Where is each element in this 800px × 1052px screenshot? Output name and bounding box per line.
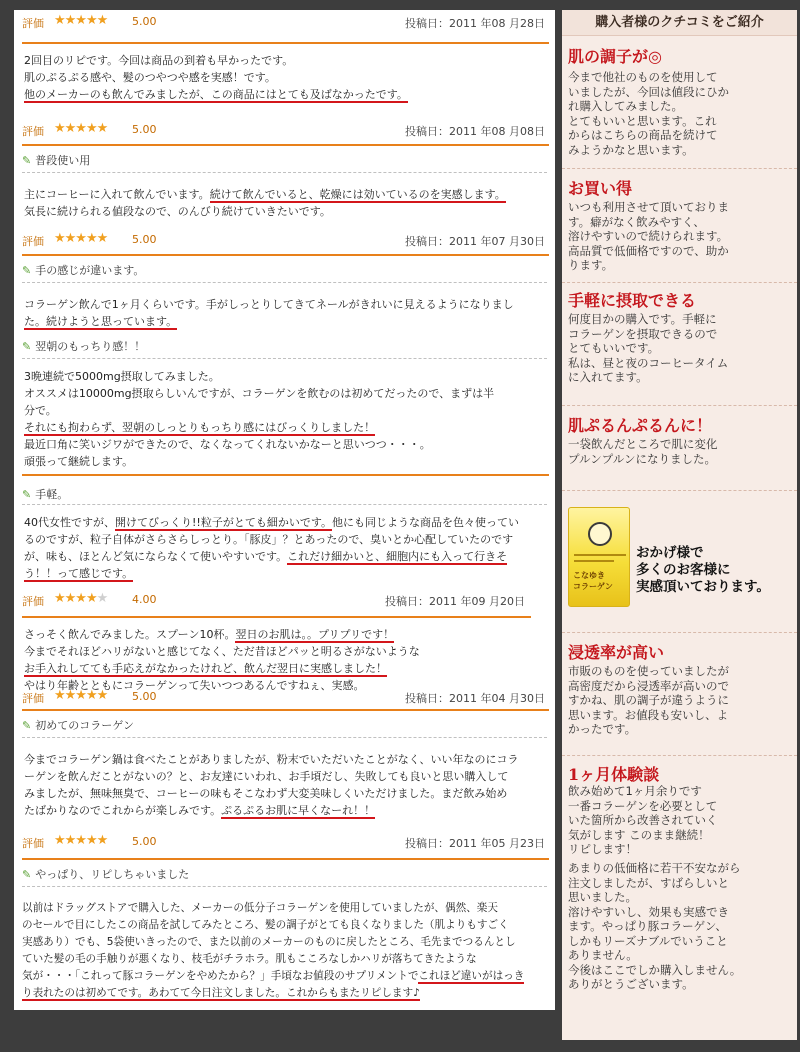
testimonial-sidebar: 購入者様のクチコミをご紹介 肌の調子が◎ 今まで他社のものを使用して いましたが、今回は値段にひか れ購入してみました。 とてもいいと思います。これ からはこちらの商品を続けて みようかなと思います。 お買い得 いつも利用させて頂いておりま す。癖がなく飲みやすく、 溶けやすいので続けられます。 高品質で低価格ですので、助か ります。 手軽に摂取できる 何度目かの購入です。手軽に コラーゲンを摂取できるので とてもいいです。 私は、昼と夜のコーヒータイム に入れてます。 肌ぷるんぷるんに！ 一袋飲んだところで肌に変化 プルンプルンになりました。 こなゆき コラーゲン おかげ様で 多くのお客様に 実感頂いております。 浸透率が高い 市販のものを使っていましたが 高密度だから浸透率が高いので すかね、肌の調子が違うように 思います。お値段も安いし、よ かったです。 1ヶ月体験談 飲み始めて1ヶ月余りです 一番コラーゲンを必要として いた箇所から改善されていく 気がします このまま継続！ リピします！ あまりの低価格に若干不安ながら 注文しましたが、すばらしいと 思いました。 溶けやすいし、効果も実感でき ます。やっぱり豚コラーゲン、 しかもリーズナブルでいうこと ありません。 今後はここでしか購入しません。 ありがとうございます。 — [562, 10, 797, 1040]
review-1 — [14, 10, 555, 101]
rating-row — [14, 10, 555, 32]
rating-row: 評価 ★★★★★ 4.00 投稿日：2011 年09 月20日 — [22, 591, 525, 608]
pencil-icon: ✎ — [22, 154, 32, 167]
review-body: さっそく飲んでみました。スプーン10杯。翌日のお肌は。。プリプリです！ 今までそれほどハリがないと感じてなく、ただ昔ほどパッと明るさがないような お手入れしてても手応えがなかったけれど、飲んだ翌日に実感しました！ やはり年齢とともにコラーゲンって失いつつあるんですねぇ、実感。 — [24, 628, 420, 692]
star-icons: ★★★★★ — [54, 688, 108, 703]
review-3 — [14, 228, 555, 328]
reviews-panel — [14, 10, 555, 1010]
pencil-icon: ✎ — [22, 868, 32, 881]
text-part: 主にコーヒーに入れて飲んでいます。 — [24, 188, 210, 201]
review-title: ✎ 翌朝のもっちり感！！ — [22, 340, 146, 353]
review-body: 今までコラーゲン鍋は食べたことがありましたが、粉末でいただいたことがなく、いい年なのにコラ ーゲンを飲んだことがないの？と、お友達にいわれ、お手頃だし、失敗しても良いと思い購入して みましたが、無味無臭で、コーヒーの味もそこなわず大変美味しくいただけました。まだ飲み始め たばかりなのでこれからが楽しみです。ぷるぷるお肌に早くなーれ！！ — [24, 753, 519, 817]
star-icons: ★★★★★ — [54, 833, 108, 848]
dashed-divider — [22, 282, 547, 283]
review-body: 2回目のリピです。今回は商品の到着も早かったです。 肌のぷるぷる感や、髪のつやつや感を実感！です。 他のメーカーのも飲んでみましたが、この商品にはとても及ばなかったです。 — [24, 54, 408, 101]
rating-label: 評価 — [22, 17, 44, 30]
review-title: ✎ やっぱり、リピしちゃいました — [22, 868, 190, 881]
review-title: ✎ 普段使い用 — [22, 154, 91, 167]
sidebar-header: 購入者様のクチコミをご紹介 — [562, 10, 797, 36]
review-body: 3晩連続で5000mg摂取してみました。 オススメは10000mg摂取らしいんですが、コラーゲンを飲むのは初めてだったので、まずは半 分で。 それにも拘わらず、翌朝のしっとりもっちり感にはびっくりしました！ 最近口角に笑いジワができたので、なくなってくれないかなーと思いつつ・・・。 頑張って継続します。 — [24, 370, 495, 468]
star-icons: ★★★★★ — [54, 121, 108, 136]
logo-icon — [588, 522, 612, 546]
rating-row: 評価 ★★★★★ 5.00 投稿日：2011 年08 月08日 — [22, 121, 545, 138]
review-8 — [14, 830, 555, 999]
divider — [22, 144, 549, 146]
review-2 — [14, 118, 555, 218]
product-name: こなゆき コラーゲン — [573, 571, 613, 591]
rating-score: 5.00 — [132, 15, 157, 28]
review-title: ✎ 手の感じが違います。 — [22, 264, 145, 277]
review-7 — [14, 685, 555, 817]
sidebar-divider — [562, 282, 797, 283]
divider — [22, 42, 549, 44]
sidebar-divider — [562, 490, 797, 491]
sidebar-divider — [562, 168, 797, 169]
dashed-divider — [22, 172, 547, 173]
review-title: ✎ 初めてのコラーゲン — [22, 719, 134, 732]
rating-row: 評価 ★★★★★ 5.00 投稿日：2011 年05 月23日 — [22, 833, 545, 850]
divider — [22, 474, 549, 476]
review-title: ✎ 手軽。 — [22, 488, 69, 501]
rating-row: 評価 ★★★★★ 5.00 投稿日：2011 年07 月30日 — [22, 231, 545, 248]
sidebar-divider — [562, 405, 797, 406]
testimonial-text: 今まで他社のものを使用して いましたが、今回は値段にひか れ購入してみました。 とてもいいと思います。これ からはこちらの商品を続けて みようかなと思います。 — [568, 70, 729, 157]
review-body: 主にコーヒーに入れて飲んでいます。続けて飲んでいると、乾燥には効いているのを実感します。 気長に続けられる値段なので、のんびり続けていきたいです。 — [24, 188, 506, 218]
pencil-icon: ✎ — [22, 264, 32, 277]
review-body: 40代女性ですが、開けてびっくり!!粒子がとても細かいです。他にも同じような商品を色々使ってい るのですが、粒子自体がさらさらしっとり。「豚皮」？とあったので、臭いとか心配していたのです が、味も、ほとんど気にならなくて使いやすいです。これだけ細かいと、細胞内にも入って行きそ う！！って感じです。 — [24, 516, 519, 580]
sidebar-divider — [562, 632, 797, 633]
sidebar-divider — [562, 755, 797, 756]
star-icons: ★★★★★ — [54, 13, 108, 28]
star-icons: ★★★★★ — [54, 231, 108, 246]
divider — [22, 858, 549, 860]
product-caption: おかげ様で 多くのお客様に 実感頂いております。 — [636, 545, 770, 595]
post-date: 投稿日：2011 年08 月28日 — [405, 17, 545, 30]
divider — [22, 254, 549, 256]
dashed-divider — [22, 886, 547, 887]
dashed-divider — [22, 737, 547, 738]
testimonial-heading: 肌の調子が◎ — [568, 47, 662, 66]
pencil-icon: ✎ — [22, 340, 32, 353]
divider — [22, 616, 531, 618]
product-package-image — [568, 507, 630, 607]
star-icons: ★★★★★ — [54, 591, 108, 606]
rating-row: 評価 ★★★★★ 5.00 投稿日：2011 年04 月30日 — [22, 688, 545, 705]
review-6 — [14, 588, 555, 692]
review-body: コラーゲン飲んで1ヶ月くらいです。手がしっとりしてきてネールがきれいに見えるようになりまし た。続けようと思っています。 — [24, 298, 514, 328]
dashed-divider — [22, 358, 547, 359]
pencil-icon: ✎ — [22, 488, 32, 501]
pencil-icon: ✎ — [22, 719, 32, 732]
review-body: 以前はドラッグストアで購入した、メーカーの低分子コラーゲンを使用していましたが、偶然、楽天 のセールで目にしたこの商品を試してみたところ、髪の調子がとても良くなりました（肌よりもすごく 実感あり）でも、5袋使いきったので、また以前のメーカーのものに戻したところ、毛先までつるんとし ていた髪の毛の手触りが悪くなり、枝毛がチラホラ。肌もこころなしかハリが落ちてきたような 気が・・・「これって豚コラーゲンをやめたから？」手頃なお値段のサプリメントでこれほど違いがはっき り表れたのは初めてです。あわてて今日注文しました。これからもまたリピします♪ — [22, 902, 525, 999]
dashed-divider — [22, 504, 547, 505]
divider — [22, 709, 549, 711]
